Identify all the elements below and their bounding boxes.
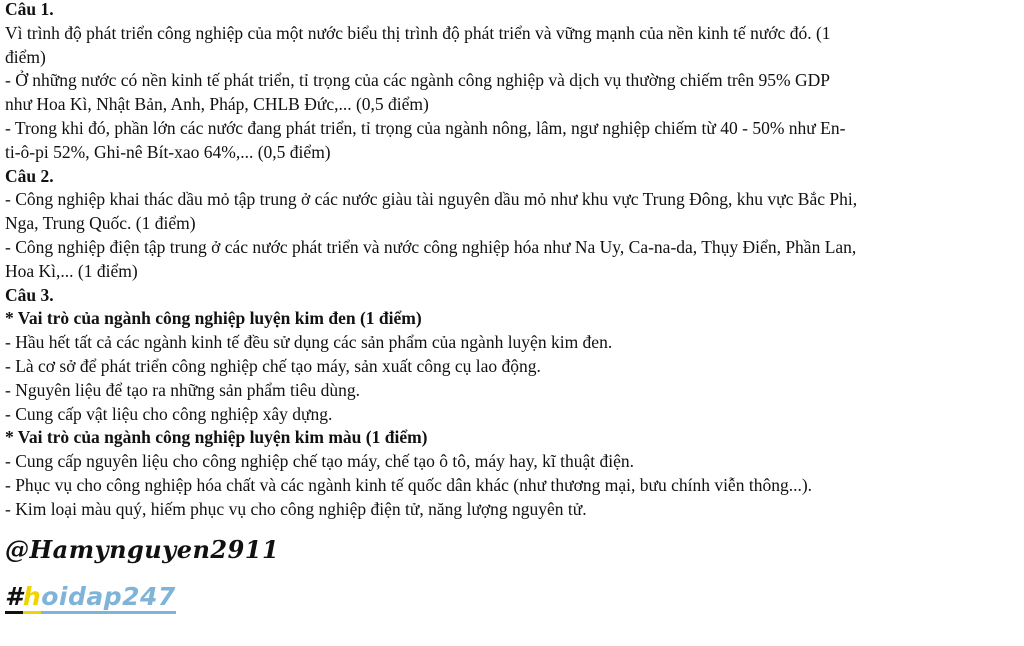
q2-line: - Công nghiệp khai thác dầu mỏ tập trung ở các nước giàu tài nguyên dầu mỏ như khu vực Trung Đông, khu vực Bắc Phi, — [5, 189, 858, 210]
q3-ferrous-line: - Nguyên liệu để tạo ra những sản phẩm tiêu dùng. — [5, 379, 361, 400]
q1-line: Vì trình độ phát triển công nghiệp của một nước biểu thị trình độ phát triển và vững mạnh của nền kinh tế nước đó. (1 — [5, 22, 831, 43]
q2-line: - Công nghiệp điện tập trung ở các nước phát triển và nước công nghiệp hóa như Na Uy, Ca-na-da, Thụy Điển, Phần Lan, — [5, 236, 857, 257]
q3-subheading-ferrous: * Vai trò của ngành công nghiệp luyện kim đen (1 điểm) — [5, 308, 422, 329]
q3-ferrous-line: - Cung cấp vật liệu cho công nghiệp xây dựng. — [5, 403, 333, 424]
hashtag-hash: # — [5, 582, 23, 614]
q1-line: - Ở những nước có nền kinh tế phát triển, tỉ trọng của các ngành công nghiệp và dịch vụ thường chiếm trên 95% GDP — [5, 70, 831, 91]
answer-document — [5, 0, 1017, 522]
q3-nonferrous-line: - Phục vụ cho công nghiệp hóa chất và các ngành kinh tế quốc dân khác (như thương mại, bưu chính viễn thông...). — [5, 474, 813, 495]
q1-line: ti-ô-pi 52%, Ghi-nê Bít-xao 64%,... (0,5 điểm) — [5, 141, 331, 162]
q3-ferrous-line: - Là cơ sở để phát triển công nghiệp chế tạo máy, sản xuất công cụ lao động. — [5, 355, 541, 376]
question-3-heading: Câu 3. — [5, 284, 54, 305]
question-1-heading: Câu 1. — [5, 0, 54, 19]
q3-subheading-nonferrous: * Vai trò của ngành công nghiệp luyện kim màu (1 điểm) — [5, 427, 428, 448]
q2-line: Hoa Kì,... (1 điểm) — [5, 260, 138, 281]
q3-nonferrous-line: - Kim loại màu quý, hiếm phục vụ cho công nghiệp điện tử, năng lượng nguyên tử. — [5, 498, 587, 519]
hoidap247-hashtag — [5, 582, 176, 611]
question-2-heading: Câu 2. — [5, 165, 54, 186]
q2-line: Nga, Trung Quốc. (1 điểm) — [5, 213, 196, 234]
q3-nonferrous-line: - Cung cấp nguyên liệu cho công nghiệp chế tạo máy, chế tạo ô tô, máy hay, kĩ thuật điện. — [5, 451, 635, 472]
hashtag-rest: oidap247 — [41, 582, 176, 614]
hashtag-first-letter: h — [23, 582, 41, 614]
q3-ferrous-line: - Hầu hết tất cả các ngành kinh tế đều sử dụng các sản phẩm của ngành luyện kim đen. — [5, 332, 613, 353]
q1-line: - Trong khi đó, phần lớn các nước đang phát triển, tỉ trọng của ngành nông, lâm, ngư nghiệp chiếm từ 40 - 50% như En- — [5, 117, 846, 138]
q1-line: điểm) — [5, 46, 46, 67]
author-signature: @Hamynguyen2911 — [5, 535, 280, 564]
q1-line: như Hoa Kì, Nhật Bản, Anh, Pháp, CHLB Đức,... (0,5 điểm) — [5, 94, 429, 115]
